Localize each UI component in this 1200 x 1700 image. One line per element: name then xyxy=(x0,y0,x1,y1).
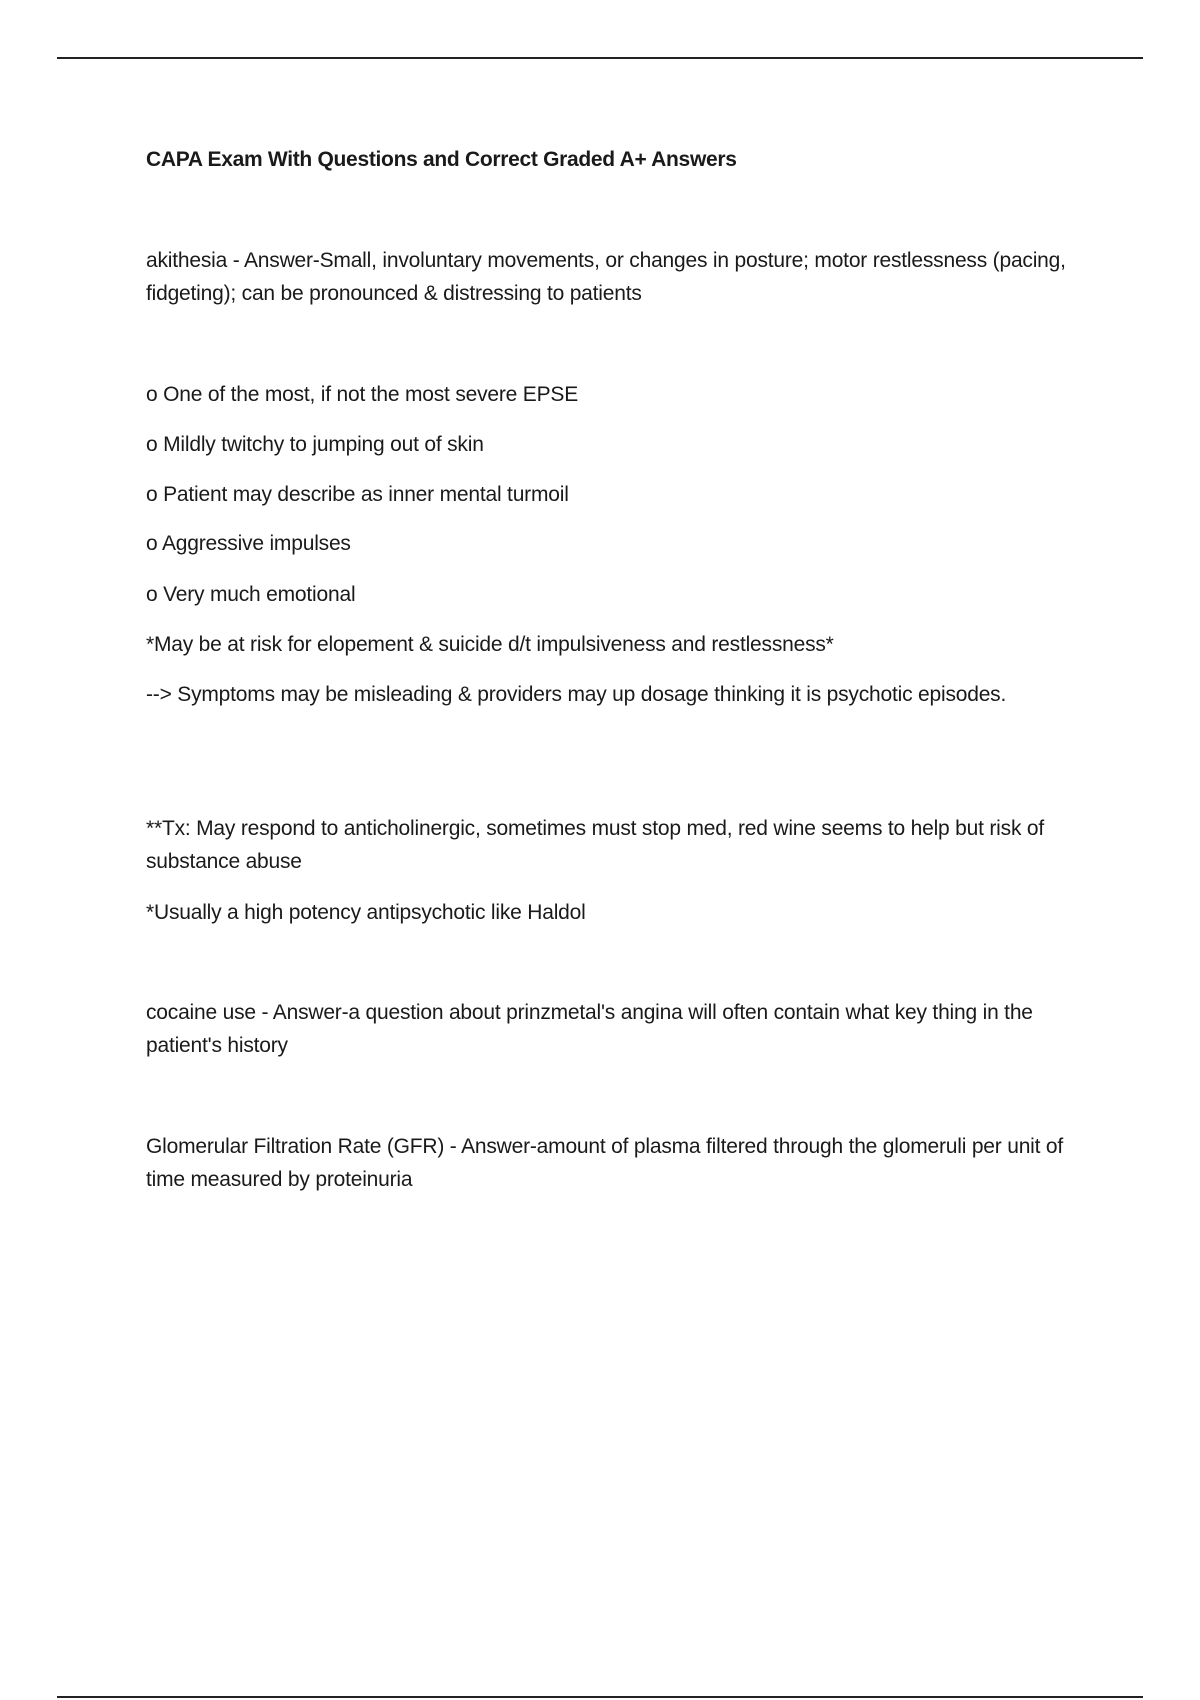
entry-gfr: Glomerular Filtration Rate (GFR) - Answer-amount of plasma filtered through the glomeruli per unit of time measured by proteinuria xyxy=(146,1135,1064,1191)
bullet-item: o Mildly twitchy to jumping out of skin xyxy=(146,433,484,456)
header-rule xyxy=(57,57,1143,59)
note-line: *May be at risk for elopement & suicide d/t impulsiveness and restlessness* xyxy=(146,633,834,656)
document-title: CAPA Exam With Questions and Correct Graded A+ Answers xyxy=(146,148,737,171)
footer-rule xyxy=(57,1696,1143,1698)
treatment-line: **Tx: May respond to anticholinergic, sometimes must stop med, red wine seems to help but risk of substance abuse xyxy=(146,817,1044,873)
note-line: --> Symptoms may be misleading & providers may up dosage thinking it is psychotic episodes. xyxy=(146,683,1007,706)
bullet-item: o Patient may describe as inner mental turmoil xyxy=(146,483,569,506)
entry-cocaine-use: cocaine use - Answer-a question about prinzmetal's angina will often contain what key thing in the patient's history xyxy=(146,1001,1033,1057)
bullet-item: o Very much emotional xyxy=(146,583,356,606)
bullet-item: o One of the most, if not the most severe EPSE xyxy=(146,383,579,406)
bullet-item: o Aggressive impulses xyxy=(146,532,351,555)
note-line: *Usually a high potency antipsychotic like Haldol xyxy=(146,901,586,924)
entry-akithesia: akithesia - Answer-Small, involuntary movements, or changes in posture; motor restlessness (pacing, fidgeting); can be pronounced & distressing to patients xyxy=(146,249,1066,305)
